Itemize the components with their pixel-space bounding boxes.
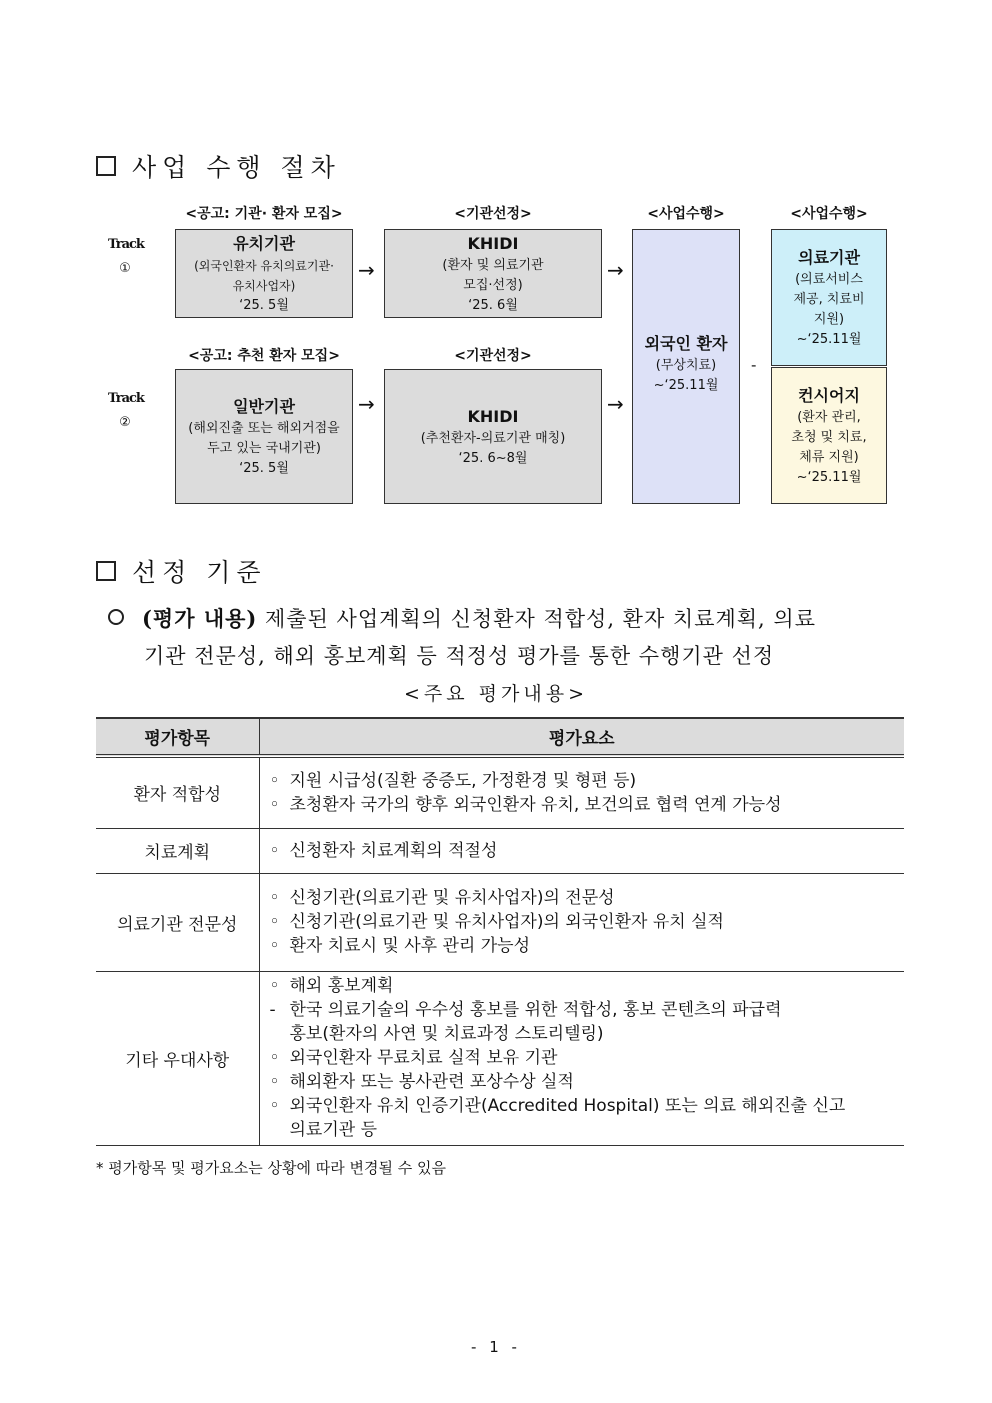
row-elements: [259, 828, 904, 873]
track-2-name: Track: [108, 391, 144, 406]
box-title: 일반기관: [233, 396, 295, 416]
section-title-criteria: [96, 553, 267, 589]
box-line: 체류 지원): [799, 449, 859, 465]
dash-mark: -: [269, 1000, 276, 1020]
footnote: * 평가항목 및 평가요소는 상황에 따라 변경될 수 있음: [96, 1159, 446, 1177]
box-khidi-1: [384, 229, 602, 318]
element-text: 신청기관(의료기관 및 유치사업자)의 외국인환자 유치 실적: [289, 912, 724, 932]
section-title-text: 선정 기준: [132, 558, 267, 587]
bullet-mark: ◦: [269, 1096, 280, 1116]
criteria-lead: (평가 내용): [142, 606, 258, 631]
bullet-mark: ◦: [269, 840, 280, 861]
box-line: (환자 관리,: [797, 409, 861, 425]
element-text: 해외 홍보계획: [289, 976, 394, 996]
element-text: 의료기관 등: [289, 1120, 378, 1140]
evaluation-table: [96, 717, 904, 1146]
bullet-mark: ◦: [269, 936, 280, 956]
criteria-line2: 기관 전문성, 해외 홍보계획 등 적정성 평가를 통한 수행기관 선정: [144, 644, 775, 668]
row-item: 환자 적합성: [96, 756, 259, 828]
header-item: 평가항목: [96, 718, 259, 756]
bullet-mark: ◦: [269, 888, 280, 908]
box-line: (해외진출 또는 해외거점을: [188, 420, 340, 436]
dash-separator: -: [751, 356, 757, 374]
box-line: 유치사업자): [232, 278, 296, 293]
box-date: ‘25. 6월: [468, 297, 518, 313]
checkbox-square-icon: [96, 156, 116, 176]
bullet-mark: ◦: [269, 912, 280, 932]
arrow-right-icon: →: [358, 392, 375, 416]
row-elements: [259, 756, 904, 828]
box-foreign-patient: [632, 229, 740, 504]
section-title-procedure: [96, 148, 341, 184]
box-line: (환자 및 의료기관: [442, 257, 544, 273]
box-date: ~‘25.11월: [796, 469, 862, 485]
box-title: 유치기관: [233, 233, 295, 253]
box-line: 모집·선정): [463, 277, 523, 293]
box-date: ~‘25.11월: [653, 378, 719, 393]
section-title-text: 사업 수행 절차: [132, 153, 341, 182]
table-row: [96, 971, 904, 1145]
box-medical-institution: [771, 229, 887, 366]
element-text: 신청기관(의료기관 및 유치사업자)의 전문성: [289, 888, 615, 908]
row-item: 치료계획: [96, 828, 259, 873]
track-2: [108, 387, 142, 435]
arrow-right-icon: →: [607, 392, 624, 416]
header-element: 평가요소: [259, 718, 904, 756]
criteria-line1: 제출된 사업계획의 신청환자 적합성, 환자 치료계획, 의료: [257, 607, 816, 631]
element-text: 초청환자 국가의 향후 외국인환자 유치, 보건의료 협력 연계 가능성: [289, 794, 782, 815]
element-text: 지원 시급성(질환 중증도, 가정환경 및 형편 등): [289, 770, 637, 791]
box-line: (추천환자-의료기관 매칭): [420, 430, 566, 446]
box-title: KHIDI: [467, 233, 519, 253]
bullet-mark: ◦: [269, 1072, 280, 1092]
label-perform-a: <사업수행>: [647, 206, 725, 222]
element-text: 홍보(환자의 사연 및 치료과정 스토리텔링): [289, 1024, 604, 1044]
box-attract-institution: [175, 229, 353, 318]
label-t2-announce: <공고: 추천 환자 모집>: [188, 348, 340, 364]
box-general-institution: [175, 369, 353, 504]
criteria-paragraph: [108, 600, 908, 675]
box-line: (무상치료): [655, 358, 717, 373]
box-date: ~‘25.11월: [796, 331, 862, 347]
box-title: 의료기관: [798, 247, 860, 267]
arrow-right-icon: →: [358, 258, 375, 282]
table-caption: <주요 평가내용>: [403, 683, 588, 705]
box-date: ‘25. 5월: [239, 297, 289, 313]
element-text: 한국 의료기술의 우수성 홍보를 위한 적합성, 홍보 콘텐츠의 파급력: [289, 1000, 782, 1020]
box-line: 초청 및 치료,: [791, 429, 867, 445]
arrow-right-icon: →: [607, 258, 624, 282]
page-number: - 1 -: [471, 1338, 521, 1356]
box-title: 외국인 환자: [644, 334, 728, 353]
table-row: [96, 828, 904, 873]
box-line: (의료서비스: [795, 271, 863, 287]
track-1: [108, 233, 142, 281]
box-concierge: [771, 367, 887, 504]
element-text: 해외환자 또는 봉사관련 포상수상 실적: [289, 1072, 574, 1092]
element-text: 신청환자 치료계획의 적절성: [289, 840, 498, 861]
table-header-row: [96, 718, 904, 756]
label-t1-select: <기관선정>: [454, 206, 532, 222]
track-1-num: ①: [119, 261, 131, 276]
box-date: ‘25. 5월: [239, 460, 289, 476]
row-elements: [259, 873, 904, 971]
box-date: ‘25. 6~8월: [458, 450, 528, 466]
box-line: 지원): [813, 311, 845, 327]
label-perform-b: <사업수행>: [790, 206, 868, 222]
bullet-mark: ◦: [269, 794, 280, 815]
bullet-mark: ◦: [269, 976, 280, 996]
label-t1-announce: <공고: 기관· 환자 모집>: [185, 206, 343, 222]
bullet-mark: ◦: [269, 770, 280, 791]
row-item: 기타 우대사항: [96, 971, 259, 1145]
box-line: 두고 있는 국내기관): [207, 440, 321, 456]
box-title: 컨시어지: [798, 385, 860, 405]
row-elements: [259, 971, 904, 1145]
box-title: KHIDI: [467, 406, 519, 426]
element-text: 외국인환자 무료치료 실적 보유 기관: [289, 1048, 558, 1068]
table-row: [96, 873, 904, 971]
element-text: 외국인환자 유치 인증기관(Accredited Hospital) 또는 의료 해외진출 신고: [289, 1096, 846, 1116]
box-khidi-2: [384, 369, 602, 504]
box-line: (외국인환자 유치의료기관·: [194, 258, 334, 273]
element-text: 환자 치료시 및 사후 관리 가능성: [289, 936, 531, 956]
box-line: 제공, 치료비: [793, 291, 865, 307]
label-t2-select: <기관선정>: [454, 348, 532, 364]
row-item: 의료기관 전문성: [96, 873, 259, 971]
table-row: [96, 756, 904, 828]
bullet-mark: ◦: [269, 1048, 280, 1068]
track-1-name: Track: [108, 237, 144, 252]
track-2-num: ②: [119, 415, 131, 430]
checkbox-square-icon: [96, 561, 116, 581]
circle-bullet-icon: [108, 609, 124, 625]
